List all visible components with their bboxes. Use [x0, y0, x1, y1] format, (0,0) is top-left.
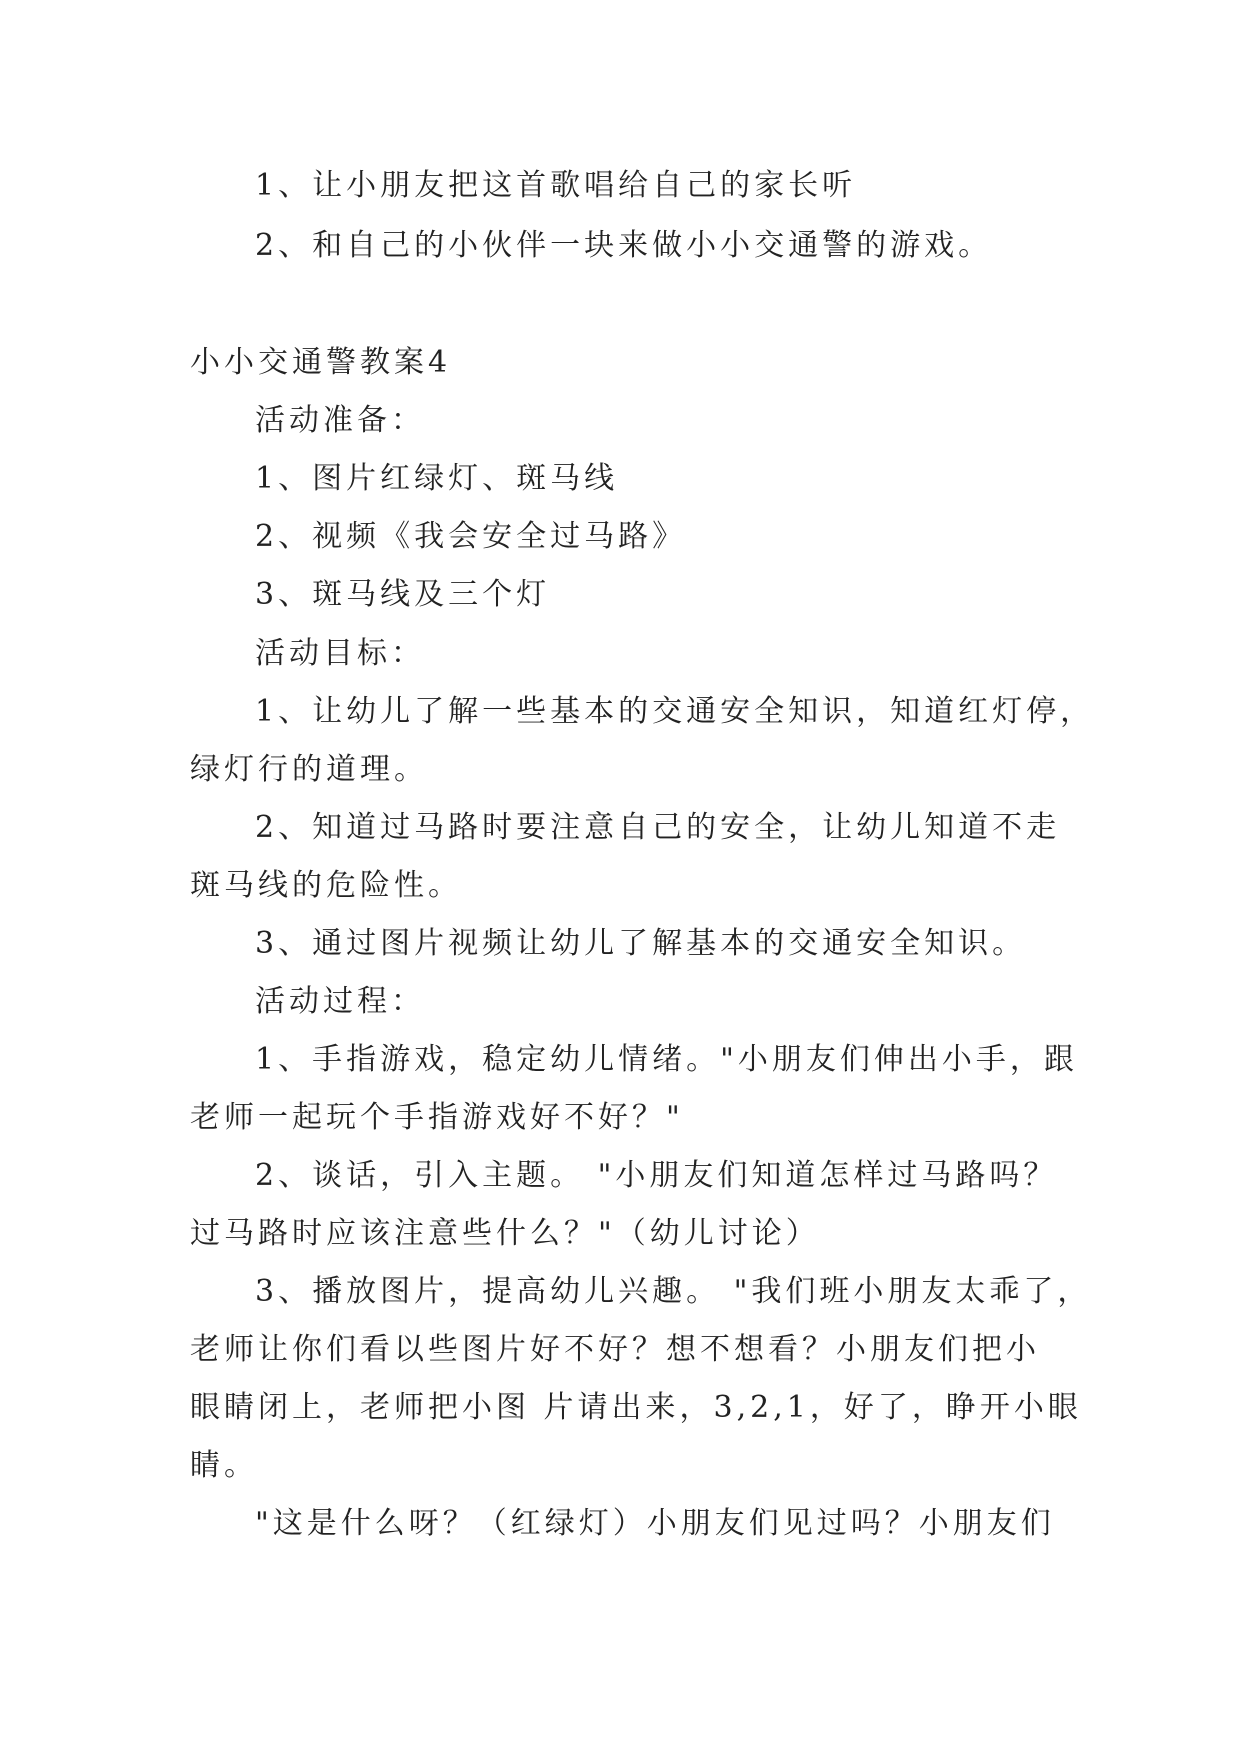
paragraph-line: 1、图片红绿灯、斑马线: [255, 461, 619, 496]
paragraph-line: 活动过程：: [255, 984, 425, 1019]
paragraph-line: 活动准备：: [255, 403, 425, 438]
paragraph-line: 2、和自己的小伙伴一块来做小小交通警的游戏。: [255, 228, 993, 263]
paragraph-line: 斑马线的危险性。: [190, 868, 462, 903]
section-title: 小小交通警教案4: [190, 345, 452, 380]
paragraph-line: 1、让幼儿了解一些基本的交通安全知识，知道红灯停，: [255, 694, 1095, 729]
paragraph-line: 老师让你们看以些图片好不好？想不想看？小朋友们把小: [190, 1332, 1040, 1367]
paragraph-line: 2、谈话，引入主题。 "小朋友们知道怎样过马路吗？: [255, 1158, 1058, 1193]
paragraph-line: 眼睛闭上，老师把小图 片请出来，3,2,1，好了，睁开小眼: [190, 1390, 1082, 1425]
paragraph-line: 活动目标：: [255, 636, 425, 671]
paragraph-line: 老师一起玩个手指游戏好不好？": [190, 1100, 684, 1135]
paragraph-line: 2、知道过马路时要注意自己的安全，让幼儿知道不走: [255, 810, 1061, 845]
paragraph-line: 3、通过图片视频让幼儿了解基本的交通安全知识。: [255, 926, 1027, 961]
paragraph-line: 绿灯行的道理。: [190, 752, 428, 787]
paragraph-line: 1、让小朋友把这首歌唱给自己的家长听: [255, 168, 857, 203]
paragraph-line: 3、斑马线及三个灯: [255, 577, 551, 612]
paragraph-line: 睛。: [190, 1448, 258, 1483]
paragraph-line: 1、手指游戏，稳定幼儿情绪。"小朋友们伸出小手，跟: [255, 1042, 1078, 1077]
paragraph-line: 过马路时应该注意些什么？"（幼儿讨论）: [190, 1216, 820, 1251]
paragraph-line: 3、播放图片，提高幼儿兴趣。 "我们班小朋友太乖了，: [255, 1274, 1092, 1309]
paragraph-line: 2、视频《我会安全过马路》: [255, 519, 687, 554]
paragraph-line: "这是什么呀？（红绿灯）小朋友们见过吗？小朋友们: [255, 1506, 1055, 1541]
